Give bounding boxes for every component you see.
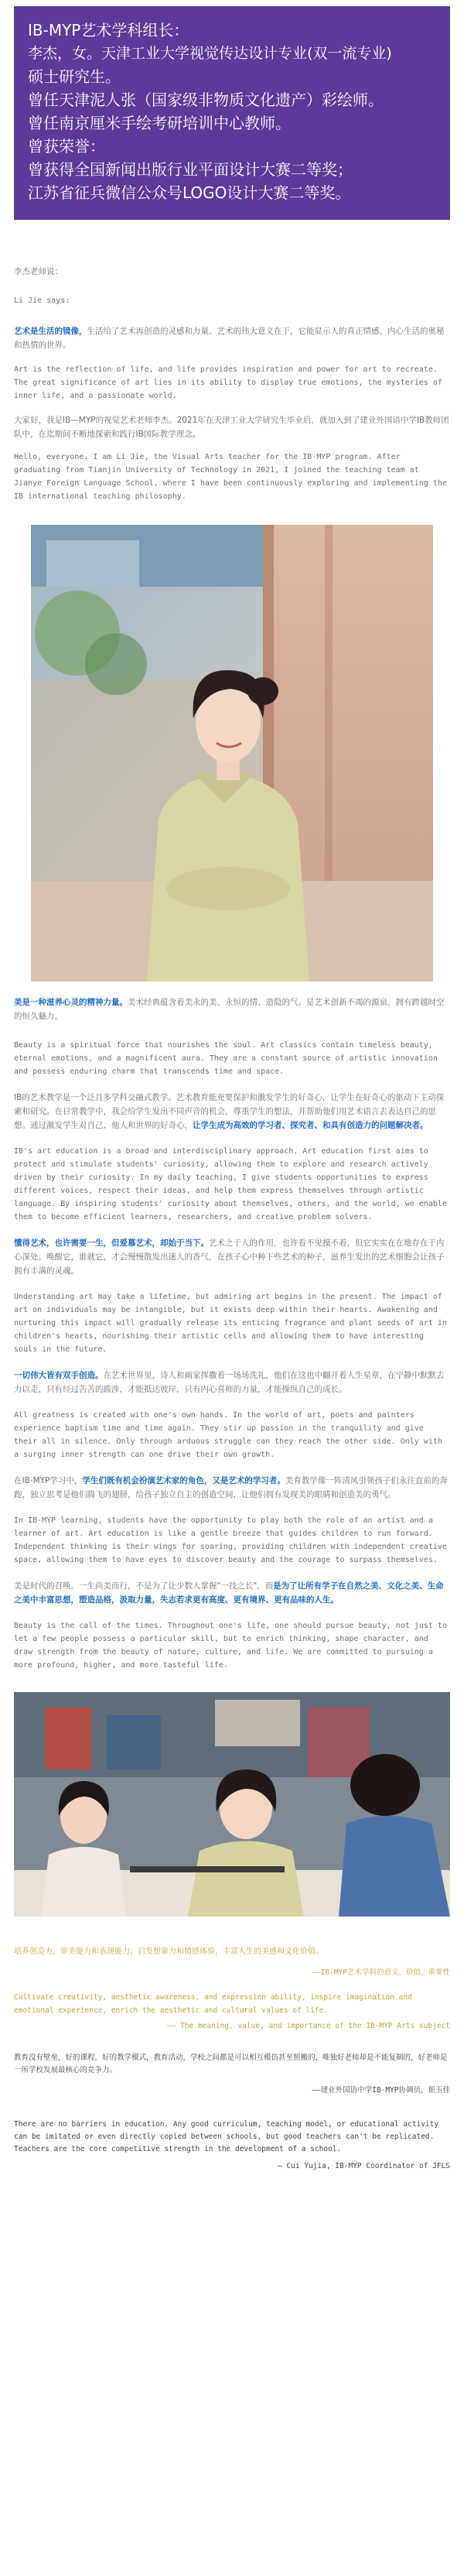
para7-en: In IB-MYP learning, students have the opportunity to play both the role of an artist and a learner of art. Art education is like a gentle breeze that guides children to run forward. Independent thinking is their wings for soaring, providing children with independent creative space, allowing them to have eyes to discover beauty and the courage to surpass themselves. [14, 1516, 447, 1564]
para5-text: 艺术之于人的作用，也许看不见摸不着，但它实实在在地存在于内心深处。唤醒它，谁就它，才会慢慢散发出迷人的香气，在孩子心中种下些艺术的种子，滋养生发出的艺术细胞会让孩子拥有丰满的灵魂。 [14, 1238, 445, 1276]
intro-line: 曾任天津泥人张（国家级非物质文化遗产）彩绘师。 [28, 91, 384, 109]
para3-zh [14, 995, 450, 1023]
classroom-photo [14, 1692, 450, 1917]
footer-zh: 教育没有壁垒，好的课程，好的教学模式，教育活动，学校之间都是可以相互模仿甚至照搬的，唯独好老师却是不能复制的，好老师是一所学校发展最核心的竞争力。 [14, 2054, 448, 2074]
classroom-illustration [14, 1692, 450, 1917]
para8-highlight: 是为了让所有学子在自然之美、文化之美、生命之美中丰富思想，塑造品格，汲取力量，失志若求更有高度、更有境界、更有品味的人生。 [14, 1581, 444, 1605]
para7-text-a: 在IB-MYP学习中， [14, 1476, 83, 1485]
para6-highlight: 一切伟大皆有双手创造。 [14, 1371, 104, 1380]
para4-zh [14, 1091, 450, 1132]
para2-zh: 大家好，我是IB—MYP的视觉艺术老师李杰。2021年在天津工业大学研究生毕业后，就加入到了建业外国语中学IB教师团队中，在迄期间不断地探索和践行IB国际教学理念。 [14, 416, 449, 439]
teacher-says-en: Li Jie says: [14, 296, 70, 305]
footer-en-signature: — Cui Yujia, IB-MYP Coordinator of JFLS [277, 2162, 450, 2170]
para4-text: IB的艺术教学是一个泛且多学科交融式教学。艺术教育能充要保护和激发学生的好奇心，让学生在好奇心的驱动下主动探索和研究。在日常教学中，我会给学生发出不同声音的机会，尊重学生的想法，并帮助他们用艺术语言去表达自己的思想。通过激发学生对自己、他人和世界的好奇心， [14, 1093, 445, 1130]
para1-highlight: 艺术是生活的镜像， [14, 327, 87, 336]
intro-line: 李杰，女。天津工业大学视觉传达设计专业(双一流专业) [28, 45, 392, 62]
para5-highlight: 懂得艺术，也许需要一生，但爱慕艺术，却始于当下。 [14, 1238, 209, 1248]
para4-en: IB's art education is a broad and interdisciplinary approach. Art education first aims to protect and stimulate students' curiosity, allowing them to explore and research actively driven by their curiosity. In my daily teaching, I give students opportunities to express different voices, respect their ideas, and help them express themselves through artistic language. By inspiring students' curiosity about themselves, others, and the world, we enable them to become efficient learners, researchers, and creative problem solvers. [14, 1147, 447, 1221]
intro-line: 曾获得全国新闻出版行业平面设计大赛二等奖； [28, 160, 353, 179]
para5-en: Understanding art may take a lifetime, but admiring art begins in the present. The impact of art on individuals may be intangible, but it exists deep within their hearts. Awakening and nurturing this impact will gradually release its enticing fragrance and plant seeds of art in children's hearts, nourishing their artistic cells and allowing them to have interesting souls in the future. [14, 1293, 447, 1354]
para1-zh [14, 324, 450, 352]
para1-text: 生活给了艺术再创造的灵感和力量。艺术的伟大意义在于，它能显示人的真正情感、内心生活的奥秘和热情的世界。 [14, 327, 445, 350]
portrait-illustration [31, 525, 433, 981]
para3-highlight: 美是一种滋养心灵的精神力量。 [14, 998, 128, 1007]
para8-en: Beauty is the call of the times. Throughout one's life, one should pursue beauty, not just to let a few people possess a particular skill, but to enrich thinking, shape character, and draw strength from the beauty of nature, culture, and life. We are committed to pursuing a more profound, higher, and more tasteful life. [14, 1622, 447, 1670]
intro-line: IB-MYP艺术学科组长： [28, 21, 189, 39]
teacher-portrait-photo [31, 525, 433, 981]
para7-text-b: 美育教学像一阵清风引领孩子们永往直前的奔跑，独立思考是他们腾飞的翅膀，给孩子独立自主的创造空间，让他们拥有发现美的眼睛和创造美的勇气。 [14, 1476, 448, 1499]
para7-zh [14, 1474, 450, 1502]
para3-text: 美术经典蕴含着美永的美、永恒的情、造隐的气。是艺术创新不竭的源泉，拥有跨越时空的恒久魅力。 [14, 998, 445, 1021]
para5-zh [14, 1236, 450, 1278]
para6-en: All greatness is created with one's own hands. In the world of art, poets and painters experience baptism time and time again. They stir up passion in the tranquility and give their all in silence. Only through arduous struggle can they reach the other side. Only with a surging inner strength can one drive their own growth. [14, 1411, 442, 1459]
footer-en: There are no barriers in education. Any good curriculum, teaching model, or educational activity can be imitated or even directly copied between schools, but good teachers can't be replicated. Teachers are the core competitive strength in the development of a school. [14, 2120, 439, 2153]
quote-zh-source: ——IB-MYP艺术学科的意义、价值、重要性 [312, 1968, 450, 1977]
footer-zh-signature: ——建业外国语中学IB-MYP协调员，崔玉佳 [312, 2086, 450, 2095]
para4-highlight: 让学生成为高效的学习者、探究者、和具有创造力的问题解决者。 [193, 1121, 428, 1130]
intro-box [14, 6, 450, 220]
para3-en: Beauty is a spiritual force that nourishes the soul. Art classics contain timeless beauty, eternal emotions, and a magnificent aura. They are a constant source of artistic innovation and possess enduring charm that transcends time and space. [14, 1041, 438, 1076]
quote-en: Cultivate creativity, aesthetic awareness, and expression ability, inspire imagination and emotional experience, enrich the aesthetic and cultural values of life. [14, 1993, 412, 2015]
intro-line: 曾获荣誉： [28, 137, 105, 156]
para6-text: 在艺术世界里，诗人和画家挥撒着一场场洗礼，他们在这也中翻开着人生星章，在宁静中默默去力以走，只有经过苦苦的跋涉，才能抵达彼岸，只有内心喜师的力量，才能操纵自己的成长。 [14, 1371, 445, 1394]
para8-zh [14, 1579, 450, 1607]
quote-en-source: —— The meaning, value, and importance of the IB-MYP Arts subject [166, 2022, 450, 2030]
intro-line: 江苏省征兵微信公众号LOGO设计大赛二等奖。 [28, 183, 351, 202]
para7-highlight: 学生们既有机会扮演艺术家的角色，又是艺术的学习者。 [82, 1476, 285, 1485]
teacher-says-zh: 李杰老师说： [14, 267, 63, 276]
para8-text: 美是时代的召唤。一生尚美而行，不是为了让少数人掌握"一技之长"，而 [14, 1581, 274, 1591]
para2-en: Hello, everyone. I am Li Jie, the Visual Arts teacher for the IB-MYP program. After graduating from Tianjin University of Technology in 2021, I joined the teaching team at Jianye Foreign Language School, where I have been continuously exploring and implementing the IB international teaching philosophy. [14, 453, 447, 501]
para6-zh [14, 1368, 450, 1396]
quote-zh: 培养创造力，审美能力和表现能力，启发想象力和情感体验，丰富人生的美感和文化价值。 [14, 1947, 323, 1956]
para1-en: Art is the reflection of life, and life provides inspiration and power for art to recreate. The great significance of art lies in its ability to display true emotions, the mysteries of inner life, and a passionate world. [14, 365, 442, 400]
intro-line: 曾任南京厘米手绘考研培训中心教师。 [28, 114, 291, 132]
intro-line: 硕士研究生。 [28, 67, 121, 86]
